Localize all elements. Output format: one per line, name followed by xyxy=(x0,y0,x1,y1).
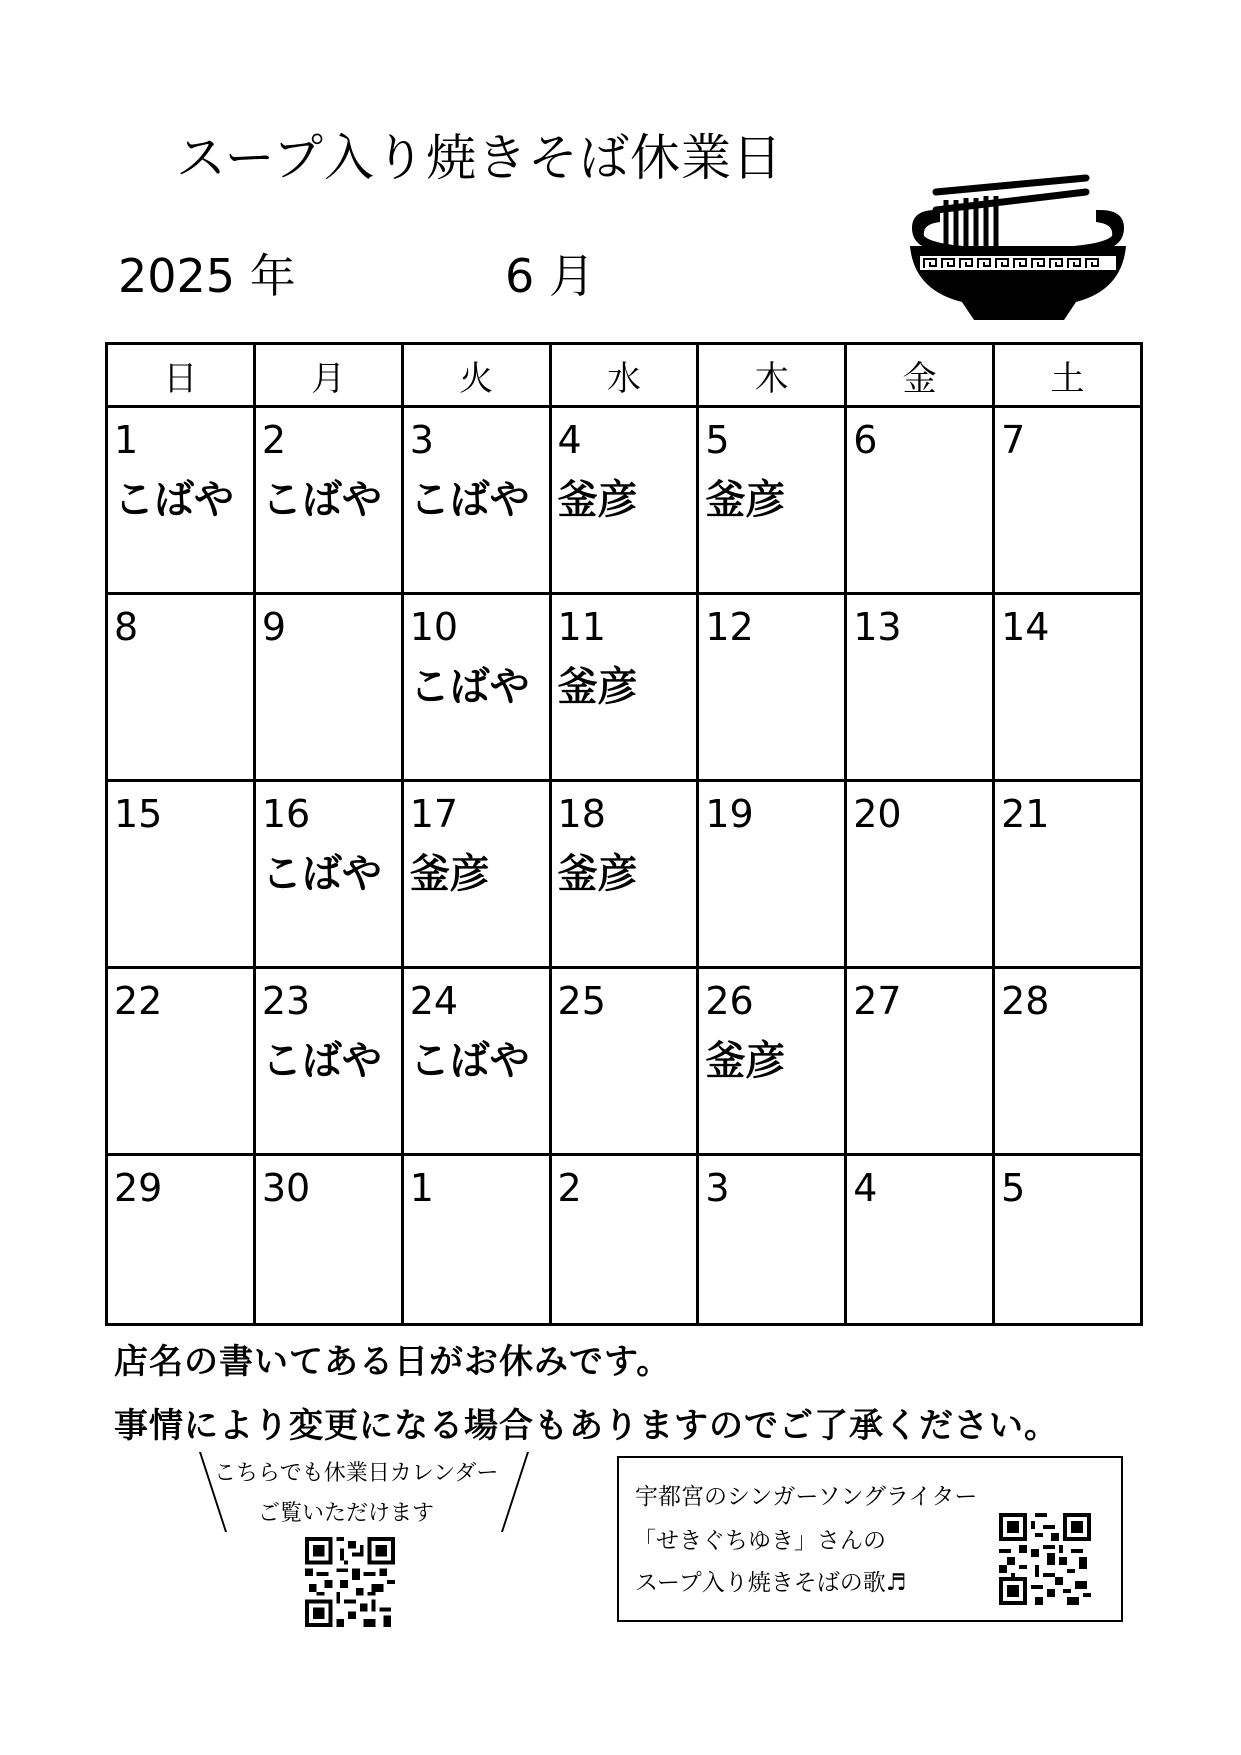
day-cell xyxy=(550,1155,698,1325)
closed-shop: 釜彦 xyxy=(705,1038,786,1085)
day-cell xyxy=(846,1155,994,1325)
weekday-mon: 月 xyxy=(254,344,402,407)
closed-shop: 釜彦 xyxy=(557,664,638,711)
day-number: 22 xyxy=(114,979,163,1024)
week-row-5 xyxy=(107,1155,1142,1325)
day-cell xyxy=(698,781,846,968)
day-cell xyxy=(254,1155,402,1325)
day-number: 1 xyxy=(409,1166,434,1211)
closed-shop xyxy=(108,1210,253,1224)
closed-shop xyxy=(699,836,844,850)
day-number: 13 xyxy=(853,605,902,650)
day-cell xyxy=(994,1155,1142,1325)
day-number: 9 xyxy=(261,605,287,650)
day-cell xyxy=(402,1155,550,1325)
closed-shop xyxy=(552,1023,697,1037)
closed-shop xyxy=(847,836,992,850)
closed-shop xyxy=(552,1210,697,1224)
closed-shop: こばや xyxy=(409,664,530,711)
day-number: 27 xyxy=(853,979,902,1024)
day-number: 20 xyxy=(853,792,902,837)
day-cell xyxy=(698,407,846,594)
day-cell xyxy=(698,968,846,1155)
song-line-3: スープ入り焼きそばの歌♬ xyxy=(635,1570,907,1596)
closed-shop xyxy=(847,1023,992,1037)
week-row-2 xyxy=(107,594,1142,781)
closed-shop xyxy=(699,1210,844,1224)
closed-shop: こばや xyxy=(261,477,382,523)
closed-shop xyxy=(108,649,253,663)
day-number: 4 xyxy=(853,1166,878,1211)
closed-shop xyxy=(108,1023,253,1037)
calendar-link-line-1: こちらでも休業日カレンダー xyxy=(214,1461,499,1486)
closed-shop: こばや xyxy=(261,851,382,898)
day-number: 18 xyxy=(557,792,606,837)
closed-shop xyxy=(847,649,992,663)
closed-shop xyxy=(847,1210,992,1224)
song-line-2: 「せきぐちゆき」さんの xyxy=(633,1528,886,1554)
day-cell xyxy=(254,968,402,1155)
day-number: 19 xyxy=(705,792,754,837)
slash-decoration-right xyxy=(501,1452,529,1532)
qr-code-calendar-icon[interactable] xyxy=(304,1537,396,1627)
day-cell xyxy=(107,1155,255,1325)
closed-shop xyxy=(995,1023,1140,1037)
day-cell xyxy=(402,968,550,1155)
day-cell xyxy=(550,594,698,781)
day-cell xyxy=(107,781,255,968)
day-number: 7 xyxy=(1001,418,1026,462)
day-number: 11 xyxy=(557,605,606,650)
calendar-link-line-2: ご覧いただけます xyxy=(258,1501,435,1526)
notice-line-2: 事情により変更になる場合もありますのでご了承ください。 xyxy=(114,1406,1059,1446)
closed-shop xyxy=(995,649,1140,663)
day-cell xyxy=(402,594,550,781)
day-number: 15 xyxy=(114,792,163,837)
week-row-4 xyxy=(107,968,1142,1155)
weekday-fri: 金 xyxy=(846,344,994,407)
weekday-sun: 日 xyxy=(107,344,255,407)
day-number: 10 xyxy=(409,605,459,650)
day-cell xyxy=(994,594,1142,781)
day-cell xyxy=(254,407,402,594)
day-number: 21 xyxy=(1001,792,1050,837)
day-cell xyxy=(107,594,255,781)
closed-shop xyxy=(699,649,844,663)
day-number: 2 xyxy=(261,418,287,462)
day-number: 4 xyxy=(557,418,582,462)
year-label: 2025 年 xyxy=(118,249,296,303)
noodle-bowl-icon xyxy=(896,170,1140,330)
day-cell xyxy=(550,407,698,594)
day-number: 16 xyxy=(261,792,311,837)
day-cell xyxy=(107,968,255,1155)
day-cell xyxy=(846,781,994,968)
day-cell xyxy=(846,968,994,1155)
calendar-link-note xyxy=(196,1452,536,1530)
day-cell xyxy=(254,781,402,968)
day-number: 25 xyxy=(557,979,606,1024)
day-cell xyxy=(846,594,994,781)
day-number: 24 xyxy=(409,979,459,1024)
day-cell xyxy=(550,968,698,1155)
day-number: 5 xyxy=(705,418,730,462)
week-row-1 xyxy=(107,407,1142,594)
day-number: 17 xyxy=(409,792,459,837)
day-number: 28 xyxy=(1001,979,1050,1024)
month-label: 6 月 xyxy=(505,249,595,303)
page-title: スープ入り焼きそば休業日 xyxy=(176,129,783,187)
closed-shop: 釜彦 xyxy=(557,477,638,523)
day-cell xyxy=(402,407,550,594)
day-cell xyxy=(994,407,1142,594)
day-cell xyxy=(107,407,255,594)
qr-code-song-icon[interactable] xyxy=(998,1513,1092,1605)
day-number: 8 xyxy=(114,605,139,650)
day-number: 26 xyxy=(705,979,754,1024)
calendar-table xyxy=(105,342,1143,1326)
day-number: 2 xyxy=(557,1166,582,1211)
closed-shop xyxy=(847,462,992,476)
closed-shop: こばや xyxy=(261,1038,382,1085)
day-number: 29 xyxy=(114,1166,163,1211)
closed-shop xyxy=(995,1210,1140,1224)
closed-shop xyxy=(995,462,1140,476)
day-number: 3 xyxy=(409,418,434,462)
day-cell xyxy=(994,968,1142,1155)
day-number: 3 xyxy=(705,1166,730,1211)
day-cell xyxy=(698,594,846,781)
weekday-header-row xyxy=(107,344,1142,407)
closed-shop: こばや xyxy=(409,1038,530,1085)
day-cell xyxy=(402,781,550,968)
closed-shop: 釜彦 xyxy=(409,851,490,898)
day-number: 12 xyxy=(705,605,754,650)
week-row-3 xyxy=(107,781,1142,968)
closed-shop: こばや xyxy=(409,477,530,523)
day-cell xyxy=(846,407,994,594)
day-cell xyxy=(994,781,1142,968)
closed-shop: こばや xyxy=(114,477,234,523)
song-line-1: 宇都宮のシンガーソングライター xyxy=(635,1484,978,1510)
weekday-tue: 火 xyxy=(402,344,550,407)
closed-shop xyxy=(108,836,253,850)
closed-shop xyxy=(404,1210,549,1224)
closed-shop xyxy=(256,649,401,663)
day-number: 5 xyxy=(1001,1166,1026,1211)
day-number: 30 xyxy=(261,1166,311,1211)
closed-shop xyxy=(995,836,1140,850)
notice-line-1: 店名の書いてある日がお休みです。 xyxy=(114,1342,672,1382)
weekday-wed: 水 xyxy=(550,344,698,407)
weekday-thu: 木 xyxy=(698,344,846,407)
day-number: 23 xyxy=(261,979,311,1024)
closed-shop: 釜彦 xyxy=(557,851,638,898)
day-cell xyxy=(698,1155,846,1325)
day-number: 1 xyxy=(114,418,139,462)
day-number: 14 xyxy=(1001,605,1050,650)
weekday-sat: 土 xyxy=(994,344,1142,407)
day-number: 6 xyxy=(853,418,878,462)
closed-shop xyxy=(256,1210,401,1224)
day-cell xyxy=(254,594,402,781)
closed-shop: 釜彦 xyxy=(705,477,786,523)
day-cell xyxy=(550,781,698,968)
